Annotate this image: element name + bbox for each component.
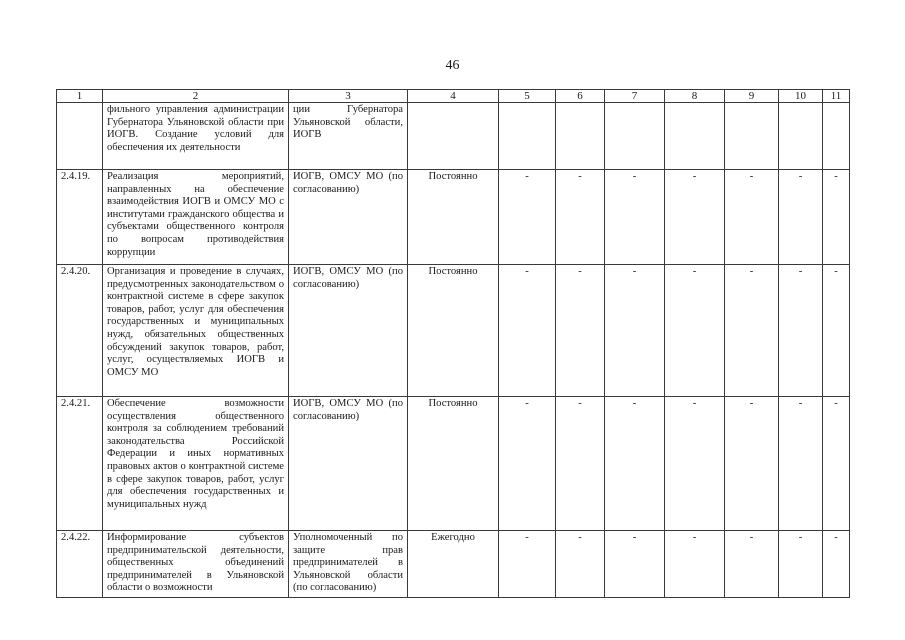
row-executor: ИОГВ, ОМСУ МО (по согласованию)	[289, 397, 408, 531]
row-value: -	[499, 531, 556, 598]
row-value: -	[823, 397, 850, 531]
table-row	[57, 397, 850, 531]
row-value: -	[725, 397, 779, 531]
row-value	[725, 103, 779, 170]
column-header: 10	[779, 90, 823, 103]
row-executor: ИОГВ, ОМСУ МО (по согласованию)	[289, 265, 408, 397]
row-measure-text: Информирование субъектов предпринимательской деятельности, общественных объединений предпринимателей в Ульяновской области о возможности	[103, 531, 289, 598]
row-number: 2.4.20.	[57, 265, 103, 397]
column-header: 4	[408, 90, 499, 103]
row-value: -	[823, 170, 850, 265]
row-value	[779, 103, 823, 170]
row-value: -	[725, 265, 779, 397]
row-value: -	[556, 531, 605, 598]
table-row	[57, 170, 850, 265]
row-value: -	[779, 531, 823, 598]
row-value: -	[665, 265, 725, 397]
row-measure-text: Организация и проведение в случаях, предусмотренных законодательством о контрактной системе в сфере закупок товаров, работ, услуг для обеспечения государственных и муниципальных нужд, обязательных общественных обсуждений закупок товаров, работ, услуг, осуществляемых ИОГВ и ОМСУ МО	[103, 265, 289, 397]
column-header: 6	[556, 90, 605, 103]
row-value: -	[665, 397, 725, 531]
column-header: 3	[289, 90, 408, 103]
row-value: -	[779, 397, 823, 531]
row-value: -	[499, 170, 556, 265]
row-value: -	[823, 531, 850, 598]
row-executor: ции Губернатора Ульяновской области, ИОГВ	[289, 103, 408, 170]
column-header: 1	[57, 90, 103, 103]
row-executor: ИОГВ, ОМСУ МО (по согласованию)	[289, 170, 408, 265]
row-period: Постоянно	[408, 170, 499, 265]
row-value: -	[665, 170, 725, 265]
table-header-row	[57, 90, 850, 103]
row-value: -	[725, 170, 779, 265]
row-value: -	[556, 397, 605, 531]
row-value: -	[605, 170, 665, 265]
page-number: 46	[445, 58, 460, 73]
column-header: 2	[103, 90, 289, 103]
row-value	[823, 103, 850, 170]
row-value: -	[605, 265, 665, 397]
row-number: 2.4.22.	[57, 531, 103, 598]
row-value: -	[556, 265, 605, 397]
row-value: -	[556, 170, 605, 265]
table-row	[57, 531, 850, 598]
row-value: -	[499, 397, 556, 531]
row-value: -	[499, 265, 556, 397]
row-value: -	[605, 531, 665, 598]
table-row	[57, 103, 850, 170]
column-header: 7	[605, 90, 665, 103]
row-value	[499, 103, 556, 170]
row-value: -	[725, 531, 779, 598]
row-executor: Уполномоченный по защите прав предпринимателей в Ульяновской области (по согласованию)	[289, 531, 408, 598]
plan-table	[56, 89, 850, 598]
row-value	[605, 103, 665, 170]
row-number	[57, 103, 103, 170]
column-header: 11	[823, 90, 850, 103]
row-value: -	[823, 265, 850, 397]
row-value: -	[779, 170, 823, 265]
column-header: 8	[665, 90, 725, 103]
column-header: 9	[725, 90, 779, 103]
row-number: 2.4.19.	[57, 170, 103, 265]
column-header: 5	[499, 90, 556, 103]
table-row	[57, 265, 850, 397]
page-bottom-margin	[0, 625, 905, 640]
row-value: -	[665, 531, 725, 598]
row-value: -	[605, 397, 665, 531]
row-measure-text: Обеспечение возможности осуществления общественного контроля за соблюдением требований законодательства Российской Федерации и иных нормативных правовых актов о контрактной системе в сфере закупок товаров, работ, услуг для обеспечения государственных и муниципальных нужд	[103, 397, 289, 531]
row-period: Постоянно	[408, 265, 499, 397]
row-period: Постоянно	[408, 397, 499, 531]
row-value: -	[779, 265, 823, 397]
row-number: 2.4.21.	[57, 397, 103, 531]
row-value	[556, 103, 605, 170]
row-measure-text: фильного управления администрации Губернатора Ульяновской области при ИОГВ. Создание условий для обеспечения их деятельности	[103, 103, 289, 170]
row-value	[665, 103, 725, 170]
row-period	[408, 103, 499, 170]
row-period: Ежегодно	[408, 531, 499, 598]
row-measure-text: Реализация мероприятий, направленных на обеспечение взаимодействия ИОГВ и ОМСУ МО с институтами гражданского общества и субъектами общественного контроля по вопросам противодействия коррупции	[103, 170, 289, 265]
